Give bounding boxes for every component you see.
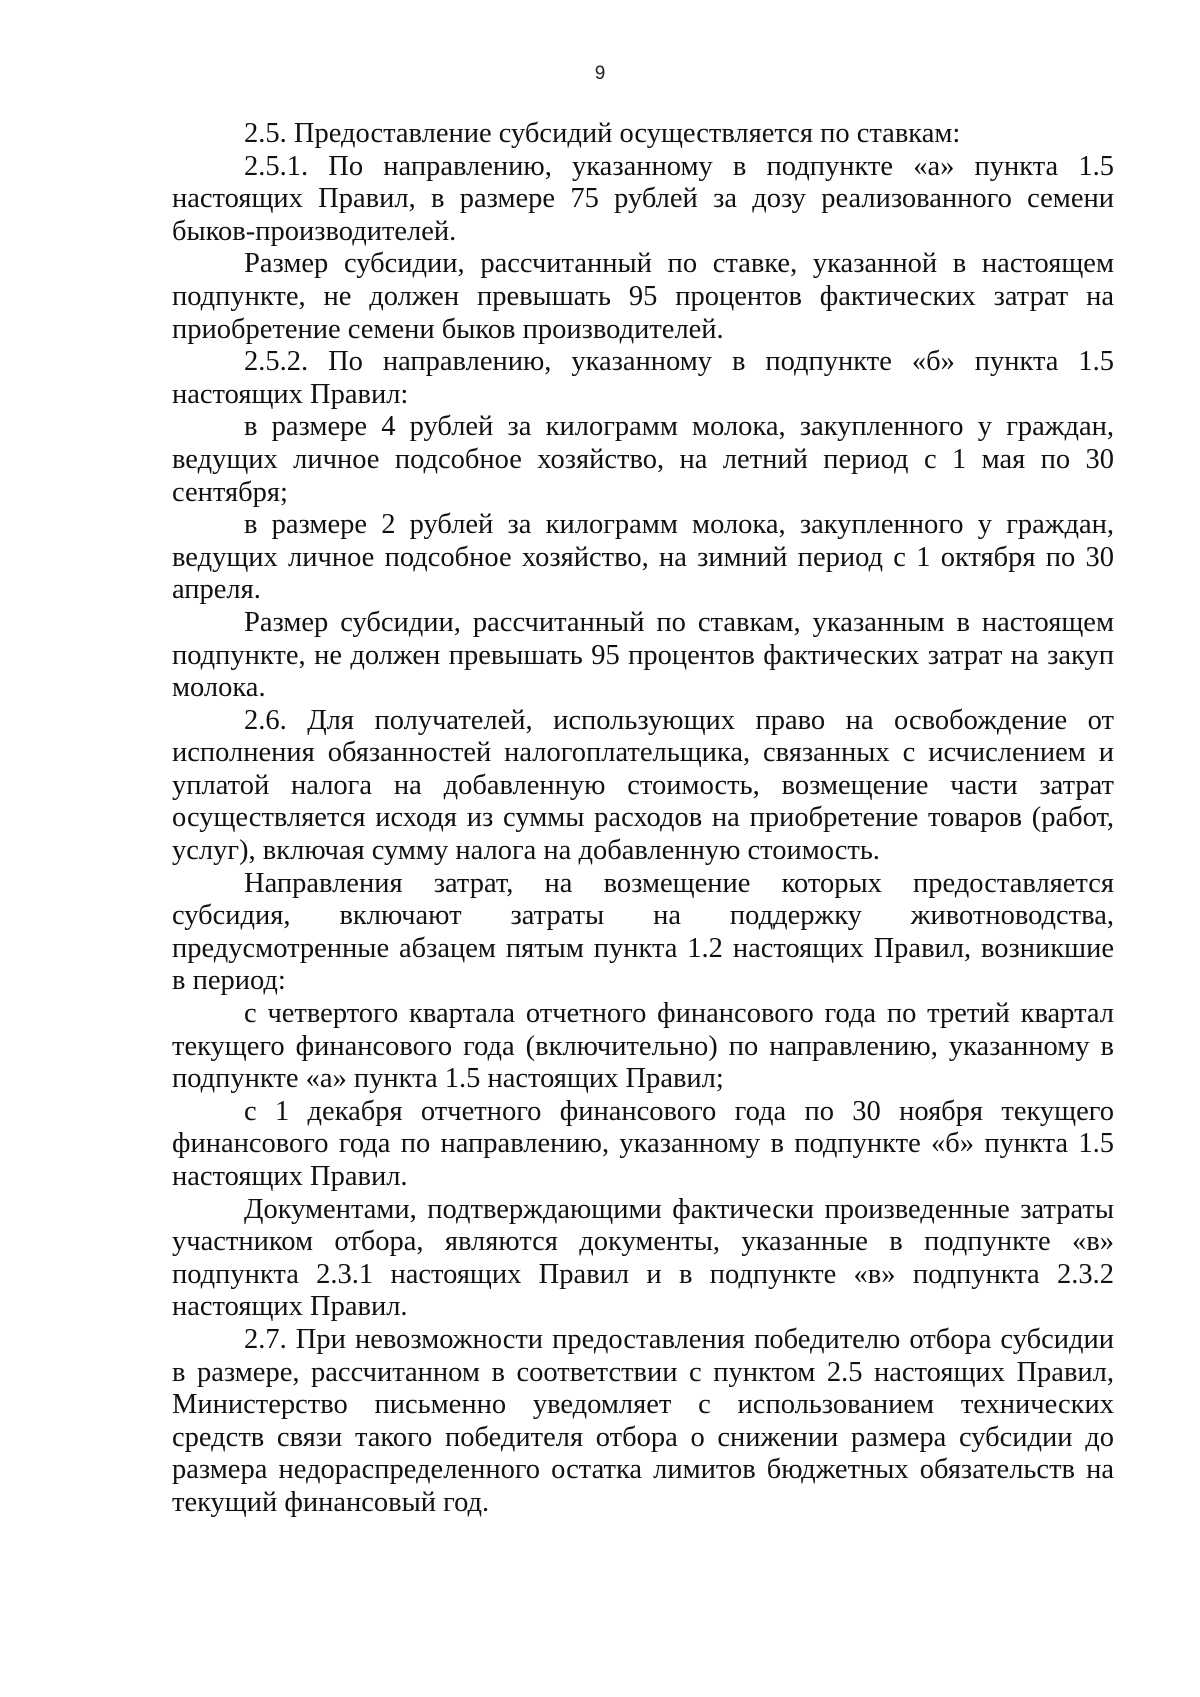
paragraph-2-5-2-limit: Размер субсидии, рассчитанный по ставкам, указанным в настоящем подпункте, не должен превышать 95 процентов фактических затрат на закуп молока. <box>172 606 1114 704</box>
paragraph-2-7: 2.7. При невозможности предоставления победителю отбора субсидии в размере, рассчитанном в соответствии с пунктом 2.5 настоящих Правил, Министерство письменно уведомляет с использованием технических средств связи такого победителя отбора о снижении размера субсидии до размера недораспределенного остатка лимитов бюджетных обязательств на текущий финансовый год. <box>172 1323 1114 1518</box>
document-body <box>172 118 1114 1520</box>
paragraph-2-5-2: 2.5.2. По направлению, указанному в подпункте «б» пункта 1.5 настоящих Правил: <box>172 346 1114 410</box>
paragraph-2-5-2-summer-rate: в размере 4 рублей за килограмм молока, закупленного у граждан, ведущих личное подсобное хозяйство, на летний период с 1 мая по 30 сентября; <box>172 411 1114 508</box>
paragraph-2-6-period-a: с четвертого квартала отчетного финансового года по третий квартал текущего финансового года (включительно) по направлению, указанному в подпункте «а» пункта 1.5 настоящих Правил; <box>172 998 1114 1095</box>
paragraph-2-5: 2.5. Предоставление субсидий осуществляется по ставкам: <box>244 118 961 149</box>
paragraph-2-6-documents: Документами, подтверждающими фактически произведенные затраты участником отбора, являются документы, указанные в подпункте «в» подпункта 2.3.1 настоящих Правил и в подпункте «в» подпункта 2.3.2 настоящих Правил. <box>172 1193 1114 1323</box>
paragraph-2-6-directions: Направления затрат, на возмещение которых предоставляется субсидия, включают затраты на поддержку животноводства, предусмотренные абзацем пятым пункта 1.2 настоящих Правил, возникшие в период: <box>172 867 1114 997</box>
paragraph-2-5-1: 2.5.1. По направлению, указанному в подпункте «а» пункта 1.5 настоящих Правил, в размере 75 рублей за дозу реализованного семени быков-производителей. <box>172 150 1114 247</box>
paragraph-2-6: 2.6. Для получателей, использующих право на освобождение от исполнения обязанностей налогоплательщика, связанных с исчислением и уплатой налога на добавленную стоимость, возмещение части затрат осуществляется исходя из суммы расходов на приобретение товаров (работ, услуг), включая сумму налога на добавленную стоимость. <box>172 704 1114 867</box>
paragraph-2-6-period-b: с 1 декабря отчетного финансового года по 30 ноября текущего финансового года по направлению, указанному в подпункте «б» пункта 1.5 настоящих Правил. <box>172 1095 1114 1192</box>
page-number: 9 <box>594 63 606 84</box>
paragraph-2-5-2-winter-rate: в размере 2 рублей за килограмм молока, закупленного у граждан, ведущих личное подсобное хозяйство, на зимний период с 1 октября по 30 апреля. <box>172 509 1114 606</box>
paragraph-2-5-1-limit: Размер субсидии, рассчитанный по ставке, указанной в настоящем подпункте, не должен превышать 95 процентов фактических затрат на приобретение семени быков производителей. <box>172 248 1114 345</box>
